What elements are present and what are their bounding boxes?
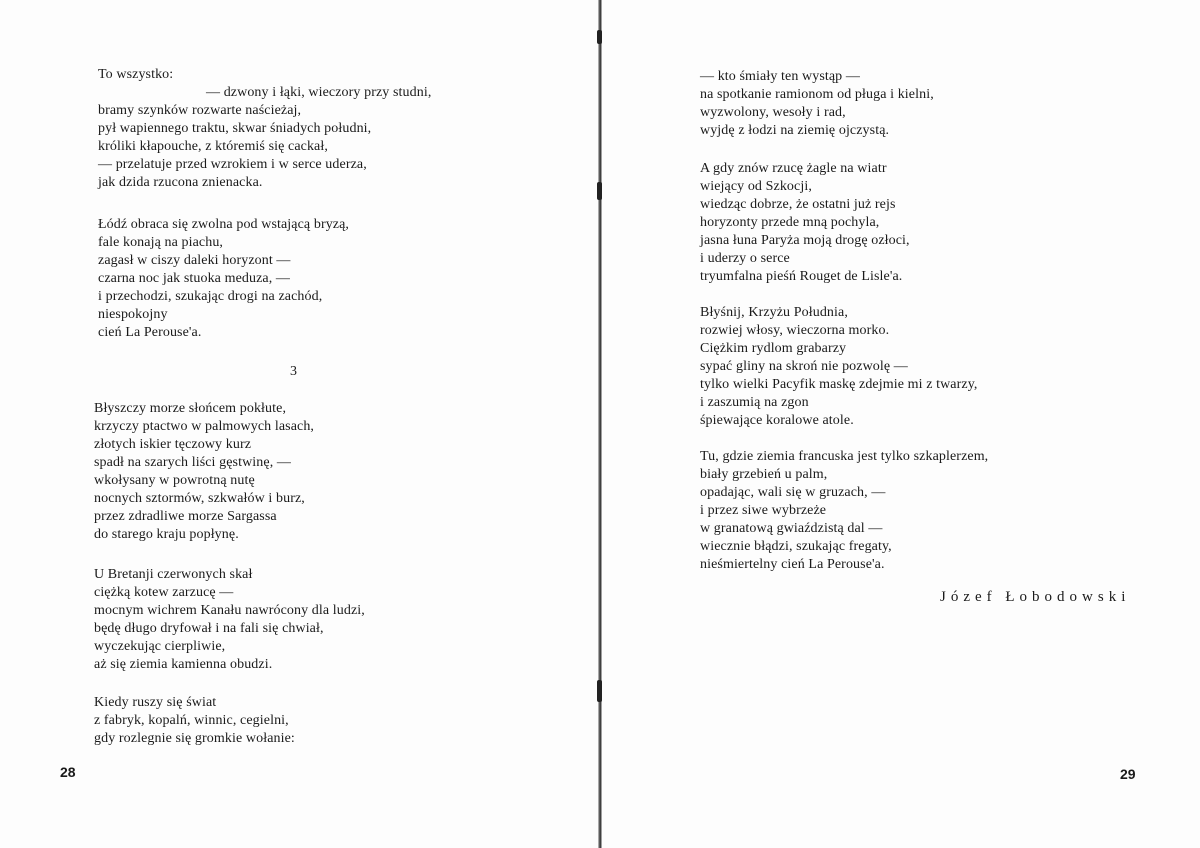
poem-line: pył wapiennego traktu, skwar śniadych południ, (98, 121, 372, 136)
poem-line: Tu, gdzie ziemia francuska jest tylko szkaplerzem, (700, 449, 989, 464)
left-page (0, 0, 598, 848)
poem-line: horyzonty przede mną pochyla, (700, 215, 880, 230)
poem-line: przez zdradliwe morze Sargassa (94, 509, 277, 524)
poem-line: Łódź obraca się zwolna pod wstającą bryzą, (98, 217, 350, 232)
poem-line: na spotkanie ramionom od pługa i kielni, (700, 87, 934, 102)
poem-line: biały grzebień u palm, (700, 467, 828, 482)
poem-line: wyjdę z łodzi na ziemię ojczystą. (700, 123, 890, 138)
poem-line: mocnym wichrem Kanału nawrócony dla ludzi, (94, 603, 365, 618)
poem-line: U Bretanji czerwonych skał (94, 567, 253, 582)
poem-line: jasna łuna Paryża moją drogę ozłoci, (700, 233, 910, 248)
poem-line: w granatową gwiaździstą dal — (700, 521, 883, 536)
poem-line: fale konają na piachu, (98, 235, 224, 250)
poem-line: tylko wielki Pacyfik maskę zdejmie mi z twarzy, (700, 377, 978, 392)
poem-line: i przechodzi, szukając drogi na zachód, (98, 289, 323, 304)
poem-line: wiejący od Szkocji, (700, 179, 812, 194)
poem-line: rozwiej włosy, wieczorna morko. (700, 323, 890, 338)
poem-line: gdy rozlegnie się gromkie wołanie: (94, 731, 295, 746)
poem-line: sypać gliny na skroń nie pozwolę — (700, 359, 908, 374)
right-page (602, 0, 1200, 848)
poem-line: nocnych sztormów, szkwałów i burz, (94, 491, 305, 506)
poem-line: ciężką kotew zarzucę — (94, 585, 234, 600)
poem-line: Kiedy ruszy się świat (94, 695, 217, 710)
poem-line: z fabryk, kopalń, winnic, cegielni, (94, 713, 289, 728)
poem-line: cień La Perouse'a. (98, 325, 202, 340)
poem-line: wyczekując cierpliwie, (94, 639, 226, 654)
poem-line: — kto śmiały ten wystąp — (700, 69, 860, 84)
author-signature: Józef Łobodowski (940, 589, 1131, 605)
poem-line: niespokojny (98, 307, 168, 322)
poem-line: będę długo dryfował i na fali się chwiał, (94, 621, 324, 636)
poem-line: opadając, wali się w gruzach, — (700, 485, 886, 500)
poem-line: zagasł w ciszy daleki horyzont — (98, 253, 291, 268)
poem-line: — przelatuje przed wzrokiem i w serce uderza, (98, 157, 367, 172)
page-number: 28 (60, 764, 76, 780)
poem-line: złotych iskier tęczowy kurz (94, 437, 252, 452)
poem-line: wkołysany w powrotną nutę (94, 473, 255, 488)
section-number: 3 (290, 364, 297, 379)
poem-line: bramy szynków rozwarte naścieżaj, (98, 103, 302, 118)
poem-line: Błyśnij, Krzyżu Południa, (700, 305, 848, 320)
poem-line: tryumfalna pieśń Rouget de Lisle'a. (700, 269, 903, 284)
poem-line: A gdy znów rzucę żagle na wiatr (700, 161, 887, 176)
poem-line: i zaszumią na zgon (700, 395, 809, 410)
poem-line: i przez siwe wybrzeże (700, 503, 827, 518)
page-number: 29 (1120, 766, 1136, 782)
poem-line: aż się ziemia kamienna obudzi. (94, 657, 273, 672)
poem-line: wiecznie błądzi, szukając fregaty, (700, 539, 892, 554)
poem-line: wyzwolony, wesoły i rad, (700, 105, 846, 120)
poem-line: króliki kłapouche, z któremiś się cackał, (98, 139, 328, 154)
poem-line: Błyszczy morze słońcem pokłute, (94, 401, 287, 416)
poem-line: czarna noc jak stuoka meduza, — (98, 271, 291, 286)
poem-line: spadł na szarych liści gęstwinę, — (94, 455, 292, 470)
poem-line: wiedząc dobrze, że ostatni już rejs (700, 197, 896, 212)
poem-line: śpiewające koralowe atole. (700, 413, 854, 428)
poem-line: To wszystko: (98, 67, 174, 82)
poem-line: krzyczy ptactwo w palmowych lasach, (94, 419, 315, 434)
poem-line: Ciężkim rydlom grabarzy (700, 341, 847, 356)
poem-line: do starego kraju popłynę. (94, 527, 239, 542)
poem-line: — dzwony i łąki, wieczory przy studni, (206, 85, 432, 100)
poem-line: jak dzida rzucona znienacka. (98, 175, 263, 190)
poem-line: i uderzy o serce (700, 251, 790, 266)
poem-line: nieśmiertelny cień La Perouse'a. (700, 557, 885, 572)
